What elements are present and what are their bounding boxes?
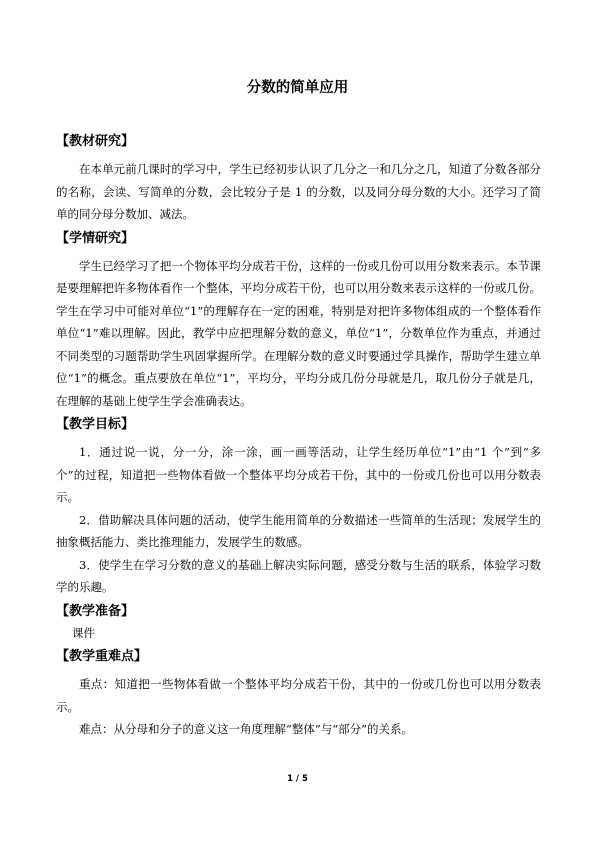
page-number: 1 / 5 xyxy=(287,774,308,784)
section-teaching-goals xyxy=(56,414,541,599)
section-textbook-study xyxy=(56,131,541,226)
section-heading: 【学情研究】 xyxy=(56,230,135,246)
section-heading: 【教学目标】 xyxy=(56,417,135,432)
section-learner-study xyxy=(56,228,541,413)
section-heading: 【教学准备】 xyxy=(56,603,135,619)
section-teaching-preparation xyxy=(56,601,541,645)
document-body xyxy=(56,131,541,741)
paragraph: 2．借助解决具体问题的活动，使学生能用简单的分数描述一些简单的生活现；发展学生的抽象概括能力、类比推理能力，发展学生的数感。 xyxy=(56,512,541,549)
paragraph: 1．通过说一说，分一分，涂一涂，画一画等活动，让学生经历单位“1”由“1 个”到“多个”的过程，知道把一些物体看做一个整体平均分成若干份，其中的一份或几份也可以用分数表示。 xyxy=(56,445,541,504)
paragraph: 学生已经学习了把一个物体平均分成若干份，这样的一份或几份可以用分数来表示。本节课是要理解把许多物体看作一个整体，平均分成若干份，也可以用分数来表示这样的一份或几份。学生在学习中可能对单位“1”的理解存在一定的困难，特别是对把许多物体组成的一个整体看作单位“1”难以理解。因此，教学中应把理解分数的意义，单位“1”，分数单位作为重点，并通过不同类型的习题帮助学生巩固掌握所学。在理解分数的意义时要通过学具操作，帮助学生建立单位“1”的概念。重点要放在单位“1”，平均分，平均分成几份分母就是几，取几份分子就是几，在理解的基础上使学生学会准确表达。 xyxy=(56,258,541,408)
section-heading: 【教材研究】 xyxy=(56,134,135,149)
paragraph: 重点：知道把一些物体看做一个整体平均分成若干份，其中的一份或几份也可以用分数表示。 xyxy=(56,677,541,714)
section-key-difficult-points xyxy=(56,646,541,741)
document-title: 分数的简单应用 xyxy=(246,80,349,96)
paragraph: 在本单元前几课时的学习中，学生已经初步认识了几分之一和几分之几，知道了分数各部分的名称，会读、写简单的分数，会比较分子是 1 的分数，以及同分母分数的大小。还学习了简单的同分母分数加、减法。 xyxy=(56,162,541,221)
paragraph: 难点：从分母和分子的意义这一角度理解“整体”与“部分”的关系。 xyxy=(79,722,414,736)
paragraph: 3．使学生在学习分数的意义的基础上解决实际问题，感受分数与生活的联系，体验学习数学的乐趣。 xyxy=(56,557,541,594)
section-heading: 【教学重难点】 xyxy=(56,649,148,664)
paragraph: 课件 xyxy=(72,625,95,640)
